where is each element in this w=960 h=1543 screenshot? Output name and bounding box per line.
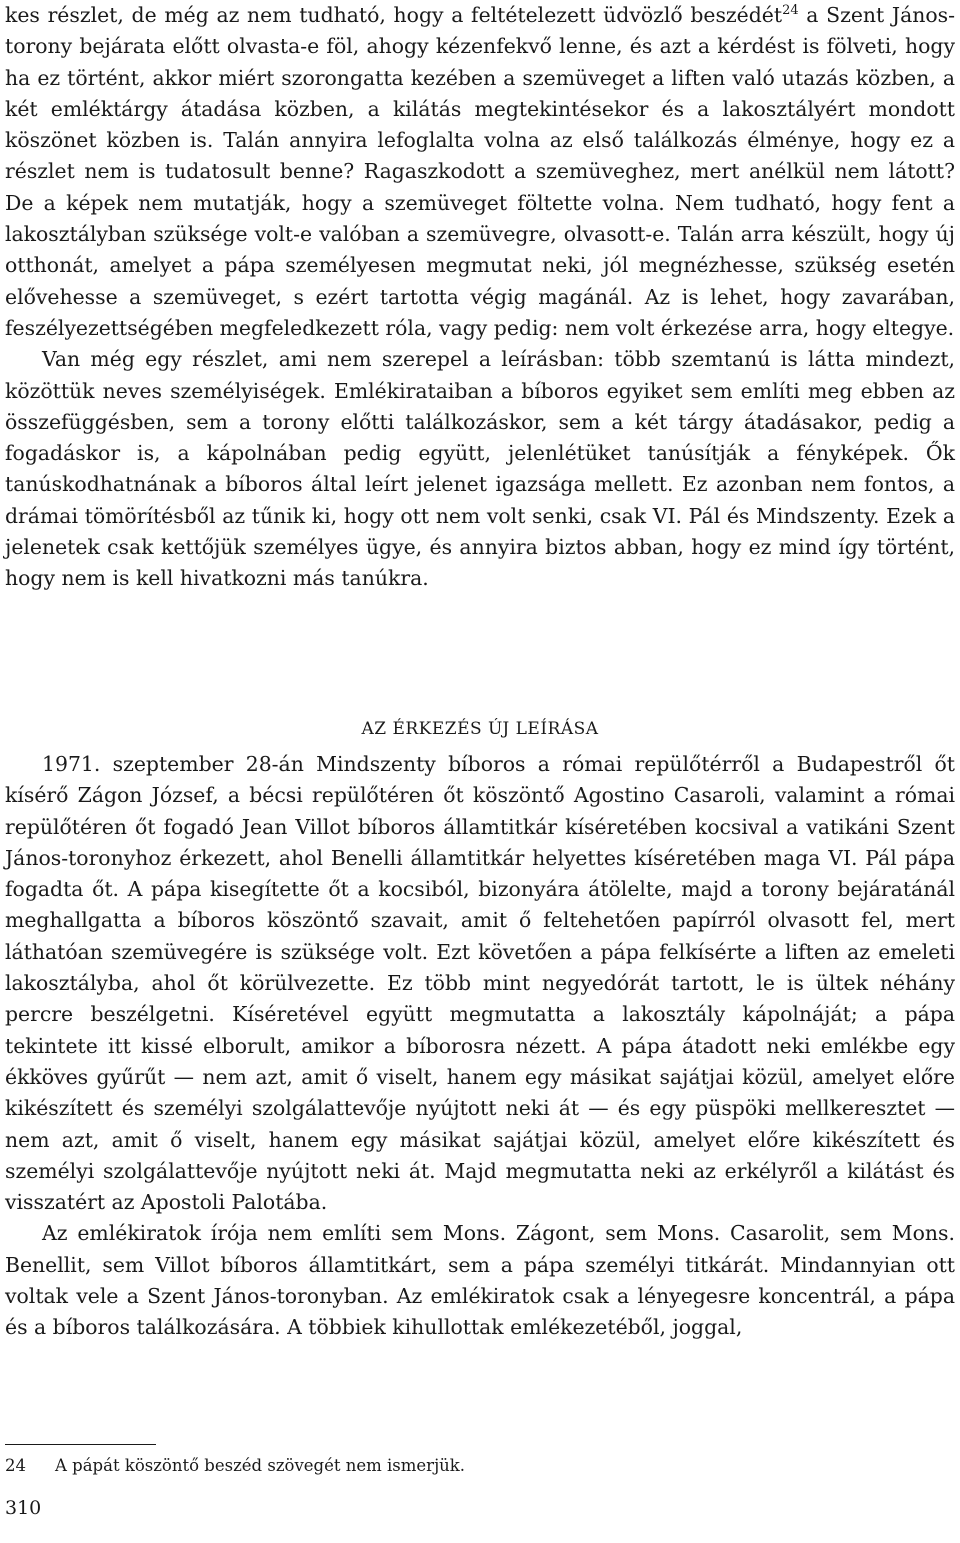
footnote-reference: 24 [782, 3, 799, 19]
section-heading: AZ ÉRKEZÉS ÚJ LEÍRÁSA [361, 719, 599, 739]
paragraph: Van még egy részlet, ami nem szerepel a leírásban: több szemtanú is látta mindezt, közöttük neves személyiségek. Emlékirataiban a bíboros egyiket sem említi meg ebben az összefüggésben, sem a torony előtti találkozáskor, sem a két tárgy átadásakor, pedig a fogadáskor is, a kápolnában pedig együtt, jelenlétüket tanúsítják a fényképek. Ők tanúskodhatnának a bíboros által leírt jelenet igazsága mellett. Ez azonban nem fontos, a drámai tömörítésből az tűnik ki, hogy ott nem volt senki, csak VI. Pál és Mindszenty. Ezek a jelenetek csak kettőjük személyes ügye, és annyira biztos abban, hogy ez mind így történt, hogy nem is kell hivatkozni más tanúkra. [5, 347, 955, 591]
footnote-divider [5, 1444, 156, 1445]
paragraph: Az emlékiratok írója nem említi sem Mons. Zágont, sem Mons. Casarolit, sem Mons. Benellit, sem Villot bíboros államtitkárt, sem a pápa személyi titkárát. Mindannyian ott voltak vele a Szent János-toronyban. Az emlékiratok csak a lényegesre koncentrál, a pápa és a bíboros találkozására. A többiek kihullottak emlékezetéből, joggal, [5, 1221, 955, 1340]
footnote [5, 1455, 945, 1477]
text-block-top [5, 0, 955, 595]
paragraph-text: kes részlet, de még az nem tudható, hogy a feltételezett üdvözlő beszédét [5, 3, 783, 27]
footnote-text: A pápát köszöntő beszéd szövegét nem ismerjük. [55, 1456, 466, 1475]
paragraph-text: a Szent János-torony bejárata előtt olvasta-e föl, ahogy kézenfekvő lenne, és azt a kérdést is fölveti, hogy ha ez történt, akkor miért szorongatta kezében a szemüveget a liften való utazás közben, a két emléktárgy átadása közben, a kilátás megtekintésekor és a lakosztályért mondott köszönet közben is. Talán annyira lefoglalta volna az első találkozás élménye, hogy ez a részlet nem is tudatosult benne? Ragaszkodott a szemüveghez, mert anélkül nem látott? De a képek nem mutatják, hogy a szemüveget föltette volna. Nem tudható, hogy fent a lakosztályban szüksége volt-e valóban a szemüvegre, olvasott-e. Talán arra készült, hogy új otthonát, amelyet a pápa személyesen megmutat neki, jól megnézhesse, szükség esetén elővehesse a szemüveget, s ezért tartotta végig magánál. Az is lehet, hogy zavarában, feszélyezettségében megfeledkezett róla, vagy pedig: nem volt érkezése arra, hogy eltegye. [5, 3, 955, 340]
text-block-bottom [5, 749, 955, 1344]
footnote-number: 24 [5, 1456, 26, 1475]
paragraph: 1971. szeptember 28-án Mindszenty bíboros a római repülőtérről a Budapestről őt kísérő Zágon József, a bécsi repülőtéren őt köszöntő Agostino Casaroli, valamint a római repülőtéren őt fogadó Jean Villot bíboros államtitkár kíséretében kocsival a vatikáni Szent János-toronyhoz érkezett, ahol Benelli államtitkár helyettes kíséretében maga VI. Pál pápa fogadta őt. A pápa kisegítette őt a kocsiból, bizonyára átölelte, majd a torony bejáratánál meghallgatta a bíboros köszöntő szavait, amit ő feltehetően papírról olvasott fel, mert láthatóan szemüvegére is szüksége volt. Ezt követően a pápa felkísérte a liften az emeleti lakosztályba, ahol őt körülvezette. Ez több mint negyedórát tartott, le is ültek néhány percre beszélgetni. Kíséretével együtt megmutatta a lakosztály kápolnáját; a pápa tekintete itt kissé elborult, amikor a bíborosra nézett. A pápa átadott neki emlékbe egy ékköves gyűrűt — nem azt, amit ő viselt, hanem egy másikat sajátjai közül, amelyet előre kikészített és személyi szolgálattevője nyújtott neki át — és egy püspöki mellkeresztet — nem azt, amit ő viselt, hanem egy másikat sajátjai közül, amelyet előre kikészített és személyi szolgálattevője nyújtott neki át. Majd megmutatta neki az erkélyről a kilátást és visszatért az Apostoli Palotába. [5, 752, 955, 1215]
page-number: 310 [5, 1497, 42, 1519]
paragraph [5, 0, 955, 344]
